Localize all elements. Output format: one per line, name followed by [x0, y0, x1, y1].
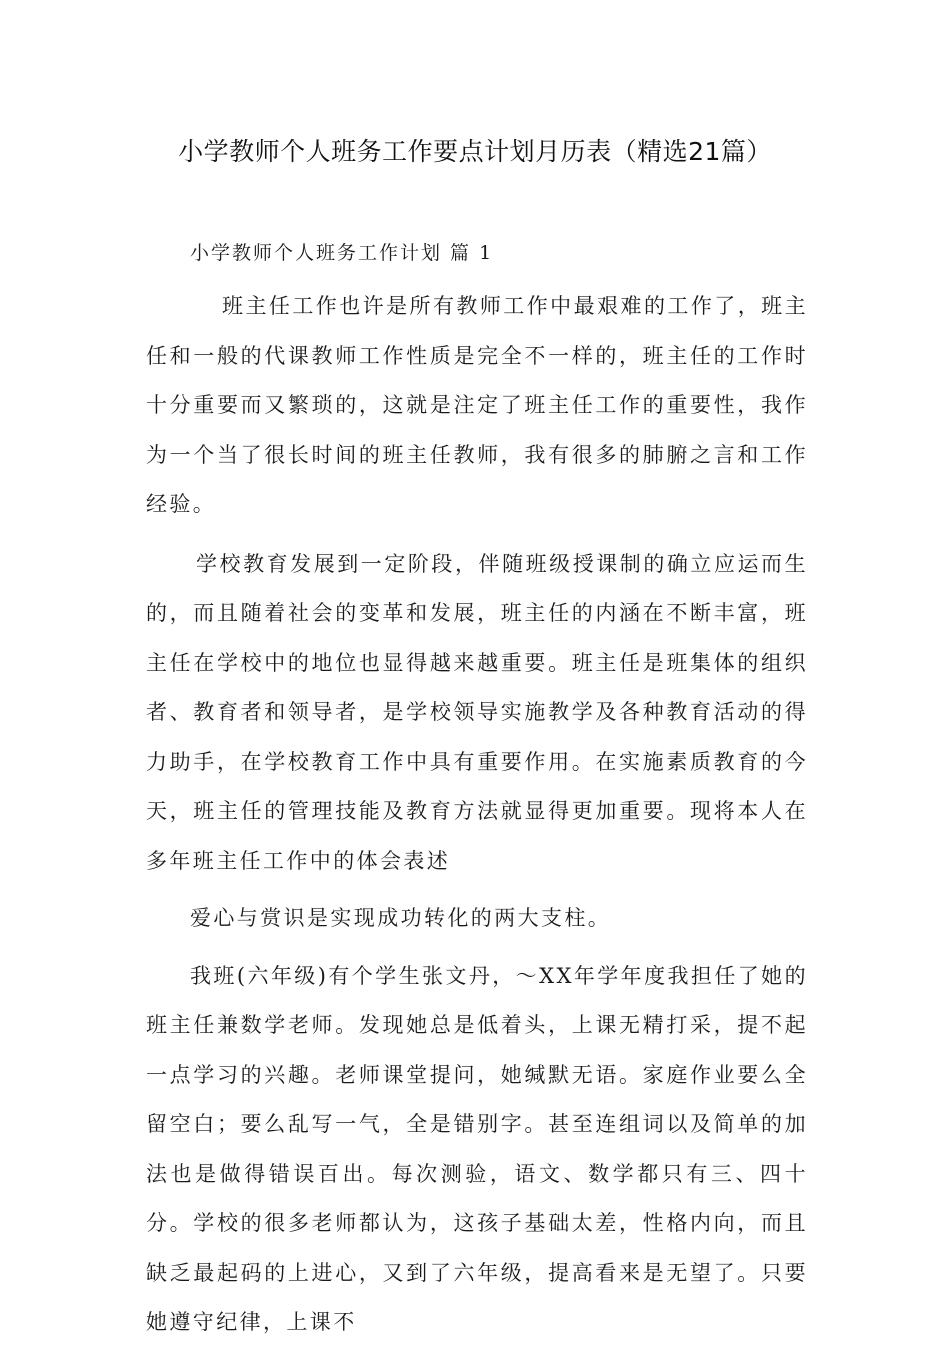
paragraph: 爱心与赏识是实现成功转化的两大支柱。	[190, 906, 612, 930]
paragraph: 班主任工作也许是所有教师工作中最艰难的工作了，班主任和一般的代课教师工作性质是完全不一样的，班主任的工作时十分重要而又繁琐的，这就是注定了班主任工作的重要性，我作为一个当了很长时间的班主任教师，我有很多的肺腑之言和工作经验。	[146, 294, 808, 516]
body-text	[146, 282, 808, 1348]
document-title: 小学教师个人班务工作要点计划月历表（精选21篇）	[178, 137, 772, 166]
paragraph: 学校教育发展到一定阶段，伴随班级授课制的确立应运而生的，而且随着社会的变革和发展，班主任的内涵在不断丰富，班主任在学校中的地位也显得越来越重要。班主任是班集体的组织者、教育者和领导者，是学校领导实施教学及各种教育活动的得力助手，在学校教育工作中具有重要作用。在实施素质教育的今天，班主任的管理技能及教育方法就显得更加重要。现将本人在多年班主任工作中的体会表述	[146, 551, 808, 873]
paragraph: 我班(六年级)有个学生张文丹，～XX年学年度我担任了她的班主任兼数学老师。发现她总是低着头，上课无精打采，提不起一点学习的兴趣。老师课堂提问，她缄默无语。家庭作业要么全留空白；要么乱写一气，全是错别字。甚至连组词以及简单的加法也是做得错误百出。每次测验，语文、数学都只有三、四十分。学校的很多老师都认为，这孩子基础太差，性格内向，而且缺乏最起码的上进心，又到了六年级，提高看来是无望了。只要她遵守纪律，上课不	[146, 963, 808, 1334]
section-heading: 小学教师个人班务工作计划 篇 1	[190, 242, 494, 264]
